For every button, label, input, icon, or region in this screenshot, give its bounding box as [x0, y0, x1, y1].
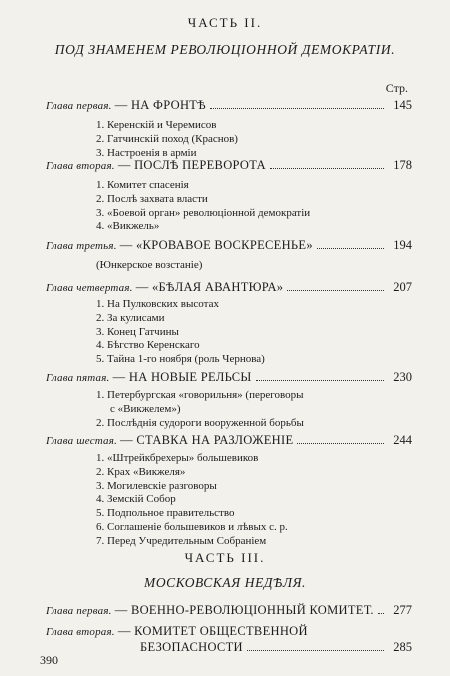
chapter-page: 145	[393, 98, 412, 112]
chapter-6	[46, 433, 412, 451]
leader-dots	[210, 107, 384, 109]
part-2-subtitle: ПОД ЗНАМЕНЕМ РЕВОЛЮЦIОННОЙ ДЕМОКРАТIИ.	[54, 42, 396, 57]
chapter-title: — СТАВКА НА РАЗЛОЖЕНIЕ	[120, 433, 294, 447]
section-item: 3. Настроенiя в армiи	[96, 146, 197, 159]
chapter-1-sections	[96, 119, 238, 160]
chapter-3-note: (Юнкерское возстанiе)	[96, 259, 203, 271]
part-3-subtitle: МОСКОВСКАЯ НЕДѢЛЯ.	[143, 575, 307, 590]
section-item: 4. Бѣгство Керенскаго	[96, 339, 200, 352]
chapter-3	[46, 238, 412, 256]
leader-dots	[287, 289, 384, 291]
section-item: 4. Земскiй Собор	[96, 493, 176, 506]
chapter-title: — «БѢЛАЯ АВАНТЮРА»	[135, 280, 284, 294]
page-column-header: Стр.	[385, 81, 408, 95]
chapter-label: Глава пятая.	[46, 372, 110, 384]
chapter-page: 230	[393, 370, 412, 384]
chapter-title-continued: БЕЗОПАСНОСТИ	[140, 640, 243, 654]
chapter-title: — КОМИТЕТ ОБЩЕСТВЕННОЙ	[117, 624, 308, 638]
chapter-page: 178	[393, 158, 412, 172]
section-item: 2. Послѣднiя судороги вооруженной борьбы	[96, 416, 304, 429]
section-item: 1. «Штрейкбрехеры» большевиков	[96, 452, 259, 464]
section-item: 3. Конец Гатчины	[96, 325, 179, 338]
chapter-title: — ВОЕННО-РЕВОЛЮЦIОННЫЙ КОМИТЕТ.	[114, 603, 374, 617]
part-2-title: ЧАСТЬ II.	[187, 15, 263, 30]
leader-dots	[378, 612, 384, 614]
section-item: 1. Комитет спасенiя	[96, 179, 189, 191]
chapter-label: Глава вторая.	[46, 160, 115, 172]
chapter-page: 207	[393, 280, 412, 294]
section-item: 5. Подпольное правительство	[96, 507, 235, 520]
section-item: 3. Могилевскiе разговоры	[96, 479, 217, 492]
chapter-title: — НА ФРОНТѢ	[114, 98, 206, 112]
section-item: 6. Соглашенiе большевиков и лѣвых с. р.	[96, 520, 288, 533]
chapter-label: Глава первая.	[46, 100, 112, 112]
chapter-page: 244	[393, 433, 412, 447]
chapter-3-2-continued	[140, 640, 412, 658]
chapter-3-1	[46, 603, 412, 621]
section-item-continued: с «Викжелем»)	[110, 402, 181, 415]
chapter-4-sections	[96, 298, 265, 367]
leader-dots	[270, 167, 384, 169]
chapter-label: Глава четвертая.	[46, 282, 133, 294]
section-item: 2. Послѣ захвата власти	[96, 192, 208, 205]
page-number: 390	[40, 653, 58, 667]
chapter-2-sections	[96, 179, 310, 234]
chapter-title: — ПОСЛѢ ПЕРЕВОРОТА	[117, 158, 266, 172]
chapter-label: Глава шестая.	[46, 435, 118, 447]
leader-dots	[297, 442, 384, 444]
chapter-page: 277	[393, 603, 412, 617]
chapter-5-sections	[96, 389, 304, 430]
leader-dots	[247, 649, 384, 651]
chapter-page: 285	[393, 640, 412, 654]
section-item: 7. Перед Учредительным Собранiем	[96, 534, 267, 547]
chapter-6-sections	[96, 452, 288, 549]
chapter-1	[46, 98, 412, 116]
leader-dots	[317, 247, 384, 249]
chapter-label: Глава третья.	[46, 240, 117, 252]
section-item: 2. Гатчинскiй поход (Краснов)	[96, 132, 238, 145]
leader-dots	[256, 379, 384, 381]
chapter-label: Глава первая.	[46, 605, 112, 617]
section-item: 1. На Пулковских высотах	[96, 298, 219, 310]
chapter-title: — НА НОВЫЕ РЕЛЬСЫ	[112, 370, 252, 384]
section-item: 2. За кулисами	[96, 311, 165, 324]
section-item: 5. Тайна 1-го ноября (роль Чернова)	[96, 353, 265, 366]
section-item: 2. Крах «Викжеля»	[96, 465, 186, 478]
chapter-2	[46, 158, 412, 176]
chapter-4	[46, 280, 412, 298]
section-item: 1. Керенскiй и Черемисов	[96, 119, 217, 131]
part-3-title: ЧАСТЬ III.	[184, 550, 266, 565]
chapter-page: 194	[393, 238, 412, 252]
section-item: 1. Петербургская «говорильня» (переговоры	[96, 389, 304, 401]
section-item: 4. «Викжель»	[96, 220, 160, 233]
chapter-5	[46, 370, 412, 388]
section-item: 3. «Боевой орган» революцiонной демократiи	[96, 206, 311, 219]
chapter-label: Глава вторая.	[46, 626, 115, 638]
chapter-title: — «КРОВАВОЕ ВОСКРЕСЕНЬЕ»	[119, 238, 313, 252]
